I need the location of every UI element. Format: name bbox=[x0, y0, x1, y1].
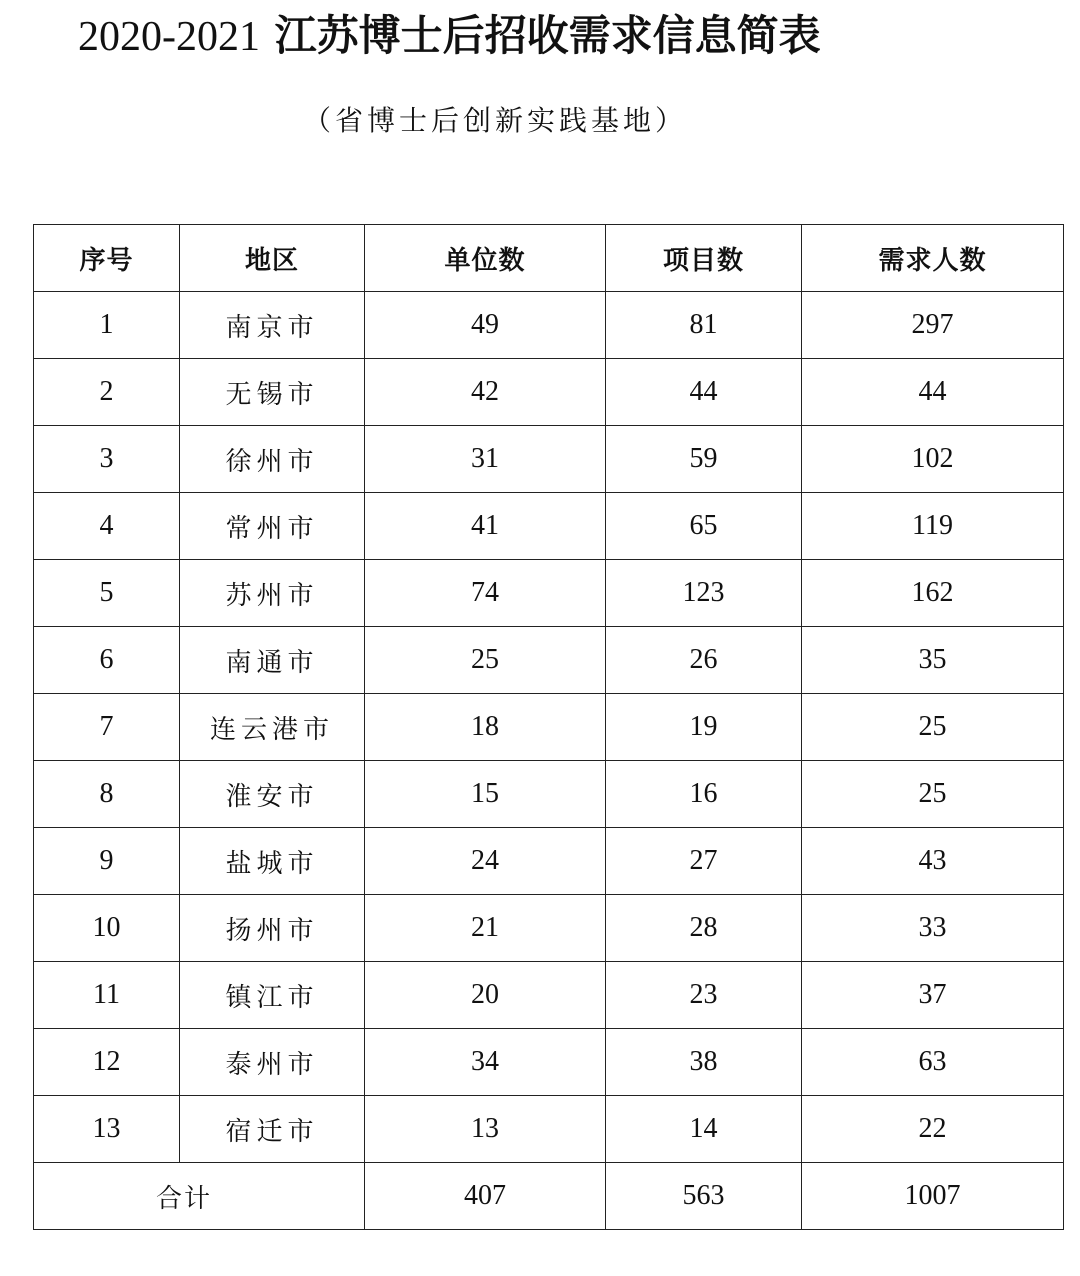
recruitment-table bbox=[33, 224, 1064, 1230]
table-row bbox=[34, 627, 1064, 694]
cell-project-count: 123 bbox=[606, 560, 802, 627]
cell-serial-number: 1 bbox=[34, 292, 180, 359]
cell-serial-number: 13 bbox=[34, 1096, 180, 1163]
table-header-row bbox=[34, 225, 1064, 292]
cell-unit-count: 21 bbox=[365, 895, 606, 962]
cell-region: 常州市 bbox=[180, 493, 365, 560]
table-row bbox=[34, 962, 1064, 1029]
cell-unit-count: 24 bbox=[365, 828, 606, 895]
cell-unit-count: 41 bbox=[365, 493, 606, 560]
cell-unit-count: 74 bbox=[365, 560, 606, 627]
total-project-count: 563 bbox=[606, 1163, 802, 1230]
cell-unit-count: 25 bbox=[365, 627, 606, 694]
document-subtitle: （省博士后创新实践基地） bbox=[302, 104, 687, 137]
cell-project-count: 28 bbox=[606, 895, 802, 962]
cell-unit-count: 31 bbox=[365, 426, 606, 493]
cell-region: 徐州市 bbox=[180, 426, 365, 493]
cell-demand-count: 43 bbox=[802, 828, 1064, 895]
cell-serial-number: 4 bbox=[34, 493, 180, 560]
cell-unit-count: 18 bbox=[365, 694, 606, 761]
cell-project-count: 26 bbox=[606, 627, 802, 694]
cell-project-count: 14 bbox=[606, 1096, 802, 1163]
cell-serial-number: 8 bbox=[34, 761, 180, 828]
cell-serial-number: 9 bbox=[34, 828, 180, 895]
cell-unit-count: 20 bbox=[365, 962, 606, 1029]
cell-region: 无锡市 bbox=[180, 359, 365, 426]
cell-demand-count: 162 bbox=[802, 560, 1064, 627]
cell-demand-count: 297 bbox=[802, 292, 1064, 359]
cell-region: 南通市 bbox=[180, 627, 365, 694]
header-demand-count: 需求人数 bbox=[802, 225, 1064, 292]
header-serial-number: 序号 bbox=[34, 225, 180, 292]
table-row bbox=[34, 1029, 1064, 1096]
cell-serial-number: 12 bbox=[34, 1029, 180, 1096]
cell-region: 扬州市 bbox=[180, 895, 365, 962]
cell-serial-number: 10 bbox=[34, 895, 180, 962]
cell-project-count: 19 bbox=[606, 694, 802, 761]
cell-project-count: 38 bbox=[606, 1029, 802, 1096]
cell-project-count: 81 bbox=[606, 292, 802, 359]
cell-demand-count: 63 bbox=[802, 1029, 1064, 1096]
cell-serial-number: 6 bbox=[34, 627, 180, 694]
title-text: 江苏博士后招收需求信息简表 bbox=[274, 11, 821, 60]
total-unit-count: 407 bbox=[365, 1163, 606, 1230]
table-row bbox=[34, 560, 1064, 627]
table-row bbox=[34, 359, 1064, 426]
cell-serial-number: 5 bbox=[34, 560, 180, 627]
cell-demand-count: 25 bbox=[802, 694, 1064, 761]
table-row bbox=[34, 426, 1064, 493]
cell-region: 南京市 bbox=[180, 292, 365, 359]
cell-unit-count: 15 bbox=[365, 761, 606, 828]
cell-project-count: 59 bbox=[606, 426, 802, 493]
cell-unit-count: 42 bbox=[365, 359, 606, 426]
table-row bbox=[34, 1096, 1064, 1163]
document-title bbox=[78, 6, 821, 66]
table-row bbox=[34, 828, 1064, 895]
cell-project-count: 27 bbox=[606, 828, 802, 895]
cell-region: 宿迁市 bbox=[180, 1096, 365, 1163]
cell-unit-count: 13 bbox=[365, 1096, 606, 1163]
cell-region: 淮安市 bbox=[180, 761, 365, 828]
cell-unit-count: 34 bbox=[365, 1029, 606, 1096]
cell-demand-count: 22 bbox=[802, 1096, 1064, 1163]
cell-unit-count: 49 bbox=[365, 292, 606, 359]
cell-region: 连云港市 bbox=[180, 694, 365, 761]
table-row bbox=[34, 761, 1064, 828]
cell-project-count: 65 bbox=[606, 493, 802, 560]
header-project-count: 项目数 bbox=[606, 225, 802, 292]
cell-project-count: 23 bbox=[606, 962, 802, 1029]
cell-demand-count: 35 bbox=[802, 627, 1064, 694]
cell-demand-count: 102 bbox=[802, 426, 1064, 493]
cell-demand-count: 25 bbox=[802, 761, 1064, 828]
cell-region: 镇江市 bbox=[180, 962, 365, 1029]
table-row bbox=[34, 292, 1064, 359]
cell-demand-count: 119 bbox=[802, 493, 1064, 560]
cell-region: 盐城市 bbox=[180, 828, 365, 895]
total-label: 合计 bbox=[34, 1163, 365, 1230]
cell-serial-number: 2 bbox=[34, 359, 180, 426]
cell-serial-number: 7 bbox=[34, 694, 180, 761]
cell-region: 苏州市 bbox=[180, 560, 365, 627]
total-demand-count: 1007 bbox=[802, 1163, 1064, 1230]
table-row bbox=[34, 694, 1064, 761]
table-row bbox=[34, 493, 1064, 560]
cell-demand-count: 33 bbox=[802, 895, 1064, 962]
cell-project-count: 44 bbox=[606, 359, 802, 426]
table-row bbox=[34, 895, 1064, 962]
table-total-row bbox=[34, 1163, 1064, 1230]
cell-project-count: 16 bbox=[606, 761, 802, 828]
title-year: 2020-2021 bbox=[78, 14, 260, 60]
cell-serial-number: 11 bbox=[34, 962, 180, 1029]
cell-region: 泰州市 bbox=[180, 1029, 365, 1096]
header-region: 地区 bbox=[180, 225, 365, 292]
cell-demand-count: 37 bbox=[802, 962, 1064, 1029]
header-unit-count: 单位数 bbox=[365, 225, 606, 292]
cell-demand-count: 44 bbox=[802, 359, 1064, 426]
cell-serial-number: 3 bbox=[34, 426, 180, 493]
